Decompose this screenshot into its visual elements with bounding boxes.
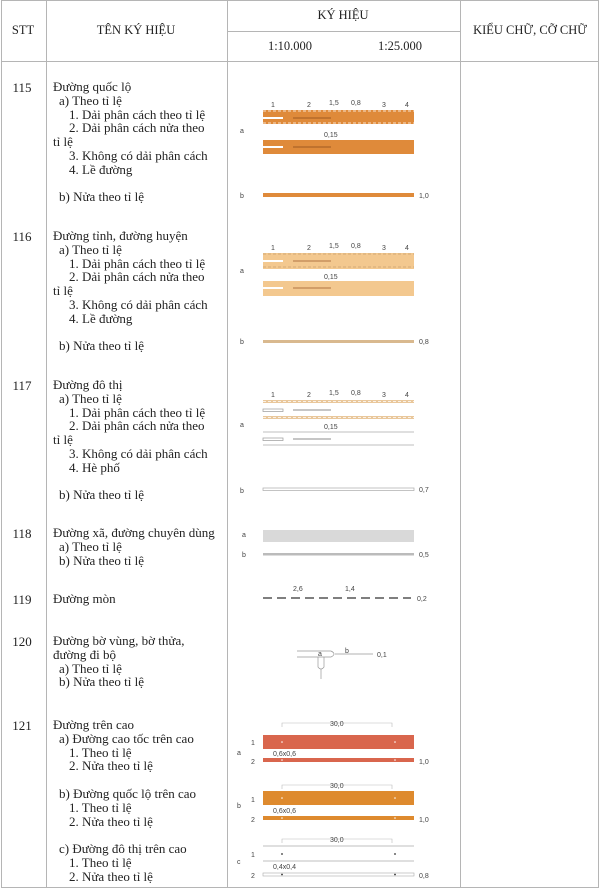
num-0-8: 0,8 — [351, 243, 361, 250]
road-line-half-scale — [263, 488, 414, 491]
sub-a: a) Theo tỉ lệ — [59, 92, 122, 108]
row-121-name — [53, 718, 233, 884]
sub-a: a) Theo tỉ lệ — [59, 241, 122, 257]
row-117-stt: 117 — [12, 378, 32, 393]
column-divider — [46, 1, 47, 887]
header-font: KIỂU CHỮ, CỠ CHỮ — [473, 23, 587, 37]
sub-c-2-label: 2 — [251, 873, 255, 880]
header-name: TÊN KÝ HIỆU — [96, 23, 176, 37]
header-symbol: KÝ HIỆU — [317, 8, 369, 22]
sub-b-2-label: 2 — [251, 817, 255, 824]
road-band-divided — [263, 110, 414, 124]
column-divider — [460, 1, 461, 887]
title: Đường xã, đường chuyên dùng — [53, 525, 215, 540]
width-b: 0,8 — [419, 339, 429, 346]
median-strip — [263, 117, 283, 119]
num-4: 4 — [405, 102, 409, 109]
row-119-stt: 119 — [12, 592, 32, 607]
sub-a: a) Đường cao tốc trên cao — [59, 730, 194, 746]
sub-c-1-label: 1 — [251, 852, 255, 859]
sub-a-1-label: 1 — [251, 740, 255, 747]
row-117-symbol — [227, 385, 459, 500]
road-line-half-scale — [263, 340, 414, 343]
label-a: a — [237, 750, 241, 757]
header-stt: STT — [11, 23, 35, 37]
sub-b-1-label: 1 — [251, 797, 255, 804]
row-116-name — [53, 229, 233, 353]
item-3: 3. Không có dải phân cách — [69, 147, 208, 163]
label-a: a — [240, 268, 244, 275]
sub-b: b) Nửa theo tỉ lệ — [59, 552, 145, 568]
label-c: c — [237, 859, 241, 866]
label-a: a — [240, 128, 244, 135]
span-c: 30,0 — [330, 837, 344, 844]
sub-c: c) Đường đô thị trên cao — [59, 841, 187, 857]
item-4: 4. Hè phố — [69, 459, 120, 475]
title: Đường trên cao — [53, 717, 135, 732]
num-1: 1 — [271, 392, 275, 399]
pillar-c: 0,4x0,4 — [273, 864, 296, 871]
elevated-national-band — [263, 791, 414, 805]
row-120-name — [53, 634, 233, 689]
item-2: 2. Dải phân cách nửa theo — [69, 269, 205, 285]
elevated-expressway-line — [263, 758, 414, 762]
sub-b: b) Nửa theo tỉ lệ — [59, 338, 145, 354]
title: Đường tỉnh, đường huyện — [53, 228, 188, 243]
item-4: 4. Lề đường — [69, 310, 133, 326]
median-strip — [263, 260, 283, 262]
row-118-name — [53, 526, 233, 567]
row-118-symbol — [227, 525, 459, 565]
item-1: 1. Dải phân cách theo tỉ lệ — [69, 404, 206, 420]
item-2-cont: tỉ lệ — [53, 432, 73, 448]
sub-a: a) Theo tỉ lệ — [59, 390, 122, 406]
header-scale-10000: 1:10.000 — [267, 39, 313, 53]
row-115-symbol — [227, 95, 459, 210]
pillar-a: 0,6x0,6 — [273, 751, 296, 758]
sub-a-2: 2. Nửa theo tỉ lệ — [69, 758, 153, 774]
gap-value: 0,15 — [324, 424, 338, 431]
label-a: a — [318, 651, 322, 658]
width: 0,1 — [377, 652, 387, 659]
item-1: 1. Dải phân cách theo tỉ lệ — [69, 255, 206, 271]
sub-a-1: 1. Theo tỉ lệ — [69, 744, 132, 760]
label-a: a — [242, 532, 246, 539]
width: 0,2 — [417, 596, 427, 603]
row-115-name — [53, 80, 233, 204]
commune-road-line — [263, 553, 414, 556]
elevated-urban-line — [263, 873, 414, 876]
sub-a-2-label: 2 — [251, 759, 255, 766]
num-3: 3 — [382, 245, 386, 252]
label-b: b — [240, 193, 244, 200]
span-a: 30,0 — [330, 721, 344, 728]
title: Đường mòn — [53, 591, 116, 606]
row-121-stt: 121 — [12, 718, 32, 733]
item-2-cont: tỉ lệ — [53, 134, 73, 150]
row-119-symbol — [227, 580, 459, 610]
header-scale-25000: 1:25.000 — [377, 39, 423, 53]
row-115-stt: 115 — [12, 80, 32, 95]
width-c: 0,8 — [419, 873, 429, 880]
sub-b: b) Nửa theo tỉ lệ — [59, 189, 145, 205]
width-b: 1,0 — [419, 193, 429, 200]
label-b: b — [242, 552, 246, 559]
gap-length: 1,4 — [345, 586, 355, 593]
elevated-national-line — [263, 816, 414, 820]
num-3: 3 — [382, 102, 386, 109]
row-119-name — [53, 592, 233, 606]
num-1: 1 — [271, 102, 275, 109]
road-line-half-scale — [263, 193, 414, 197]
sub-b-2: 2. Nửa theo tỉ lệ — [69, 813, 153, 829]
item-4: 4. Lề đường — [69, 161, 133, 177]
commune-road-band — [263, 530, 414, 542]
row-121-symbol — [227, 718, 459, 883]
item-3: 3. Không có dải phân cách — [69, 296, 208, 312]
title: Đường đô thị — [53, 377, 123, 392]
header-subdivider — [227, 31, 460, 32]
width-b: 1,0 — [419, 817, 429, 824]
gap-value: 0,15 — [324, 274, 338, 281]
num-1-5: 1,5 — [329, 243, 339, 250]
sub-c-1: 1. Theo tỉ lệ — [69, 854, 132, 870]
item-2-cont: tỉ lệ — [53, 283, 73, 299]
num-1-5: 1,5 — [329, 100, 339, 107]
width-a: 1,0 — [419, 759, 429, 766]
label-b: b — [240, 488, 244, 495]
item-3: 3. Không có dải phân cách — [69, 445, 208, 461]
label-b: b — [240, 339, 244, 346]
title: Đường quốc lộ — [53, 79, 132, 94]
row-120-symbol — [227, 645, 459, 685]
row-118-stt: 118 — [12, 526, 32, 541]
elevated-expressway-band — [263, 735, 414, 749]
sub-b: b) Nửa theo tỉ lệ — [59, 487, 145, 503]
sub-c-2: 2. Nửa theo tỉ lệ — [69, 868, 153, 884]
dash-length: 2,6 — [293, 586, 303, 593]
label-a: a — [240, 422, 244, 429]
sub-a: a) Theo tỉ lệ — [59, 538, 122, 554]
span-b: 30,0 — [330, 783, 344, 790]
header-divider — [2, 61, 598, 62]
sub-b-1: 1. Theo tỉ lệ — [69, 799, 132, 815]
row-116-symbol — [227, 238, 459, 353]
title: Đường bờ vùng, bờ thửa, — [53, 633, 185, 648]
num-3: 3 — [382, 392, 386, 399]
width-b: 0,5 — [419, 552, 429, 559]
num-2: 2 — [307, 245, 311, 252]
pillar-b: 0,6x0,6 — [273, 808, 296, 815]
sub-b: b) Nửa theo tỉ lệ — [59, 674, 145, 690]
row-120-stt: 120 — [12, 634, 32, 649]
num-0-8: 0,8 — [351, 100, 361, 107]
row-117-name — [53, 378, 233, 502]
sub-b: b) Đường quốc lộ trên cao — [59, 785, 197, 801]
gap-value: 0,15 — [324, 132, 338, 139]
num-0-8: 0,8 — [351, 390, 361, 397]
num-1: 1 — [271, 245, 275, 252]
item-2: 2. Dải phân cách nửa theo — [69, 120, 205, 136]
label-b: b — [237, 803, 241, 810]
title-cont: đường đi bộ — [53, 646, 117, 662]
median-strip — [263, 409, 283, 412]
num-2: 2 — [307, 392, 311, 399]
num-1-5: 1,5 — [329, 390, 339, 397]
num-4: 4 — [405, 392, 409, 399]
sub-a: a) Theo tỉ lệ — [59, 660, 122, 676]
row-116-stt: 116 — [12, 229, 32, 244]
road-band-half — [263, 140, 414, 154]
num-4: 4 — [405, 245, 409, 252]
item-1: 1. Dải phân cách theo tỉ lệ — [69, 106, 206, 122]
item-2: 2. Dải phân cách nửa theo — [69, 418, 205, 434]
road-band-half — [263, 281, 414, 296]
width-b: 0,7 — [419, 487, 429, 494]
label-b: b — [345, 648, 349, 655]
num-2: 2 — [307, 102, 311, 109]
